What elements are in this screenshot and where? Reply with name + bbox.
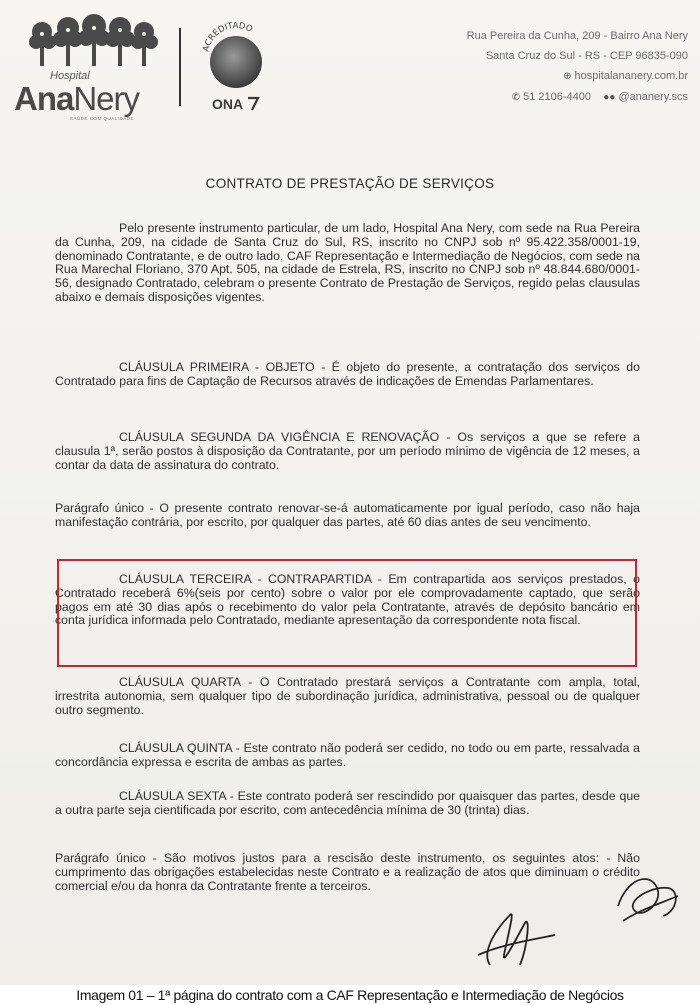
document-title: CONTRATO DE PRESTAÇÃO DE SERVIÇOS: [205, 176, 495, 191]
logo-name-bold: Ana: [14, 80, 74, 117]
social-handle: @ananery.scs: [618, 91, 688, 103]
signature-hospital: [608, 866, 688, 936]
seal-brand: ONA: [212, 96, 244, 112]
logo-name-light: Nery: [73, 80, 140, 117]
paragraph-text: CLÁUSULA QUINTA - Este contrato não poderá ser cedido, no todo ou em parte, ressalvada a concordância expressa e escrita de ambas as partes.: [55, 741, 640, 769]
clause-second: [55, 431, 640, 472]
paragraph-text: Parágrafo único - O presente contrato renovar-se-á automaticamente por igual período, caso não haja manifestação contrária, por escrito, por qualquer das partes, até 60 dias antes de seu vencimento.: [55, 501, 640, 529]
website-text: hospitalananery.com.br: [574, 70, 688, 82]
address-line-1: Rua Pereira da Cunha, 209 - Bairro Ana Nery: [466, 30, 688, 42]
clause-fourth: [55, 676, 640, 717]
globe-icon: ⊕: [563, 71, 572, 82]
paragraph-text: CLÁUSULA SEGUNDA DA VIGÊNCIA E RENOVAÇÃO - Os serviços a que se refere a clausula 1ª, serão postos à disposição da Contratante, por um período mínimo de vigência de 12 meses, a contar da data de assinatura do contrato.: [55, 430, 640, 472]
trees-logo-icon: [28, 12, 158, 68]
logo-small-text: Hospital: [50, 70, 90, 82]
clause-fifth: [55, 742, 640, 770]
signature-contractor: [470, 895, 560, 980]
ona-accreditation-seal-icon: [198, 14, 272, 114]
phone-text: 51 2106-4400: [523, 91, 591, 103]
sole-paragraph-rescission: [55, 852, 640, 893]
paragraph-text: CLÁUSULA SEXTA - Este contrato poderá ser rescindido por quaisquer das partes, desde que a outra parte seja cientificada por escrito, com antecedência mínima de 30 (trinta) dias.: [55, 789, 640, 817]
sole-paragraph-renewal: [55, 502, 640, 530]
seal-arc-text: ACREDITADO: [201, 20, 254, 53]
phone-social-row: [467, 87, 688, 108]
website-row: [467, 66, 688, 87]
hospital-logo: [10, 8, 190, 120]
logo-tagline: SAÚDE COM QUALIDADE: [70, 116, 135, 121]
paragraph-text: Parágrafo único - São motivos justos para a rescisão deste instrumento, os seguintes atos: - Não cumprimento das obrigações estabelecidas neste Contrato e a realização de atos que diminuam o crédito comercial e/ou da honra da Contratante frente a terceiros.: [55, 851, 640, 893]
paragraph-text: Pelo presente instrumento particular, de um lado, Hospital Ana Nery, com sede na Rua Pereira da Cunha, 209, na cidade de Santa Cruz do Sul, RS, inscrito no CNPJ sob nº 95.422.358/0001-19, denominado Contratante, e de outro lado, CAF Representação e Intermediação de Negócios, com sede na Rua Marechal Floriano, 370 Apt. 505, na cidade de Estrela, RS, inscrito no CNPJ sob nº 48.844.680/0001-56, designado Contratado, celebram o presente Contrato de Prestação de Serviços, regido pelas clausulas abaixo e demais disposições vigentes.: [55, 221, 640, 304]
highlight-box: [57, 559, 637, 667]
social-icons: ●●: [603, 92, 616, 103]
header-divider: [179, 28, 181, 106]
phone-icon: ✆: [511, 92, 521, 103]
paragraph-text: CLÁUSULA QUARTA - O Contratado prestará serviços a Contratante com ampla, total, irrestrita autonomia, sem qualquer tipo de subordinação jurídica, administrativa, pessoal ou de qualquer outro segmento.: [55, 675, 640, 717]
intro-paragraph: [55, 222, 640, 305]
address-line-2: Santa Cruz do Sul - RS - CEP 96835-090: [485, 50, 688, 62]
contact-block: [467, 26, 688, 108]
clause-sixth: [55, 790, 640, 818]
image-caption: Imagem 01 – 1ª página do contrato com a CAF Representação e Intermediação de Negócios: [0, 985, 700, 1005]
clause-first: [55, 361, 640, 389]
paragraph-text: CLÁUSULA PRIMEIRA - OBJETO - É objeto do presente, a contratação dos serviços do Contratado para fins de Captação de Recursos através de indicações de Emendas Parlamentares.: [55, 360, 640, 388]
paragraph-text: CLÁUSULA TERCEIRA - CONTRAPARTIDA - Em contrapartida aos serviços prestados, o Contratado receberá 6%(seis por cento) sobre o valor por ele comprovadamente captado, que serão pagos em até 30 dias após o recebimento do valor pela Contratante, através de depósito bancário em conta jurídica informada pelo Contratado, mediante apresentação da correspondente nota fiscal.: [55, 572, 640, 628]
logo-name: [14, 80, 139, 118]
